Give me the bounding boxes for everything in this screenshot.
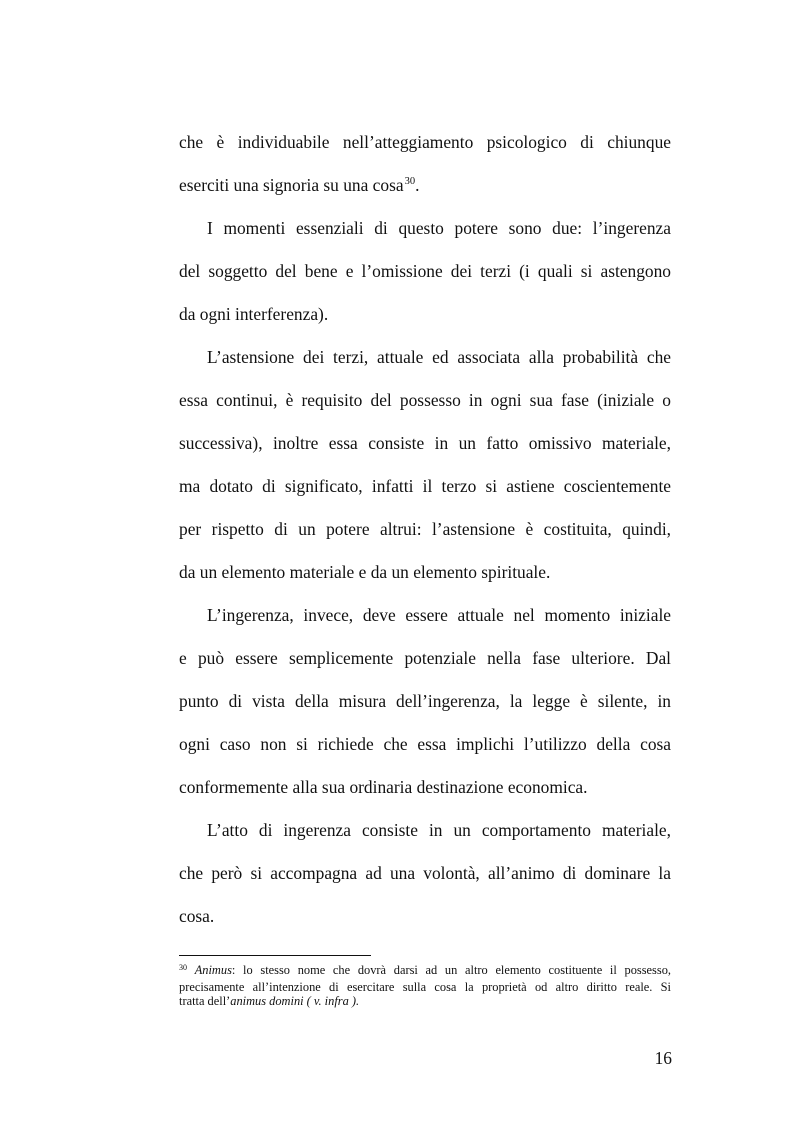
paragraph-3-line-5: per rispetto di un potere altrui: l’astensione è costituita, quindi,	[179, 519, 671, 539]
paragraph-4-line-1: L’ingerenza, invece, deve essere attuale nel momento iniziale	[207, 605, 671, 625]
paragraph-2-line-1: I momenti essenziali di questo potere sono due: l’ingerenza	[207, 218, 671, 238]
paragraph-1-line-1: che è individuabile nell’atteggiamento psicologico di chiunque	[179, 132, 671, 152]
footnote-line-3-start: tratta dell’	[179, 994, 231, 1009]
paragraph-3-line-4: ma dotato di significato, infatti il terzo si astiene coscientemente	[179, 476, 671, 496]
paragraph-5-line-2: che però si accompagna ad una volontà, all’animo di dominare la	[179, 863, 671, 883]
main-text	[179, 121, 671, 938]
footnote-reference[interactable]: 30	[404, 176, 416, 187]
paragraph-2-line-3: da ogni interferenza).	[179, 304, 329, 324]
footnote-line-1-text: : lo stesso nome che dovrà darsi ad un altro elemento costituente il possesso,	[231, 963, 671, 977]
paragraph-4-line-2: e può essere semplicemente potenziale nella fase ulteriore. Dal	[179, 648, 671, 668]
footnote-divider	[179, 955, 371, 956]
footnote	[179, 963, 671, 1009]
paragraph-1-line-2	[179, 164, 671, 207]
paragraph-1-line-2-text: eserciti una signoria su una cosa	[179, 175, 404, 195]
paragraph-3-line-3: successiva), inoltre essa consiste in un fatto omissivo materiale,	[179, 433, 671, 453]
paragraph-4-line-5: conformemente alla sua ordinaria destinazione economica.	[179, 777, 588, 797]
paragraph-3-line-1: L’astensione dei terzi, attuale ed associata alla probabilità che	[207, 347, 671, 367]
page-number: 16	[654, 1048, 672, 1068]
paragraph-3-line-6: da un elemento materiale e da un elemento spirituale.	[179, 562, 551, 582]
paragraph-4-line-3: punto di vista della misura dell’ingerenza, la legge è silente, in	[179, 691, 671, 711]
paragraph-5-line-1: L’atto di ingerenza consiste in un comportamento materiale,	[207, 820, 671, 840]
paragraph-1-line-2-end: .	[415, 175, 420, 195]
footnote-number: 30	[179, 963, 187, 972]
footnote-line-1	[179, 963, 671, 980]
footnote-line-3	[179, 994, 671, 1009]
paragraph-2-line-2: del soggetto del bene e l’omissione dei terzi (i quali si astengono	[179, 261, 671, 281]
footnote-line-3-italic: animus domini ( v. infra ).	[230, 994, 360, 1009]
footnote-term: Animus	[194, 963, 232, 977]
footnote-line-2: precisamente all’intenzione di esercitare sulla cosa la proprietà od altro diritto reale. Si	[179, 979, 671, 994]
paragraph-3-line-2: essa continui, è requisito del possesso in ogni sua fase (iniziale o	[179, 390, 671, 410]
paragraph-5-line-3: cosa.	[179, 906, 215, 926]
paragraph-4-line-4: ogni caso non si richiede che essa implichi l’utilizzo della cosa	[179, 734, 671, 754]
